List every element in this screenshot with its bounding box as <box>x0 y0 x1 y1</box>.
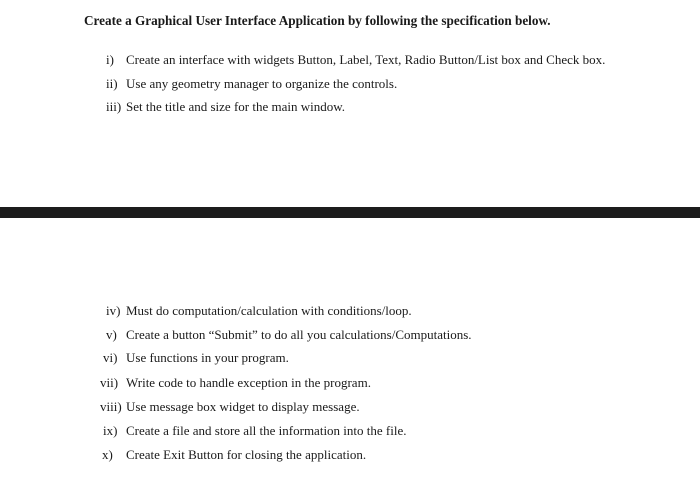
list-item-ii <box>106 76 397 92</box>
list-item-vi <box>103 350 289 366</box>
item-text: Create a file and store all the information into the file. <box>126 423 407 438</box>
item-text: Create an interface with widgets Button, Label, Text, Radio Button/List box and Check box. <box>126 52 606 67</box>
list-item-ix <box>103 423 406 439</box>
list-item-viii <box>100 399 360 415</box>
list-item-iv <box>106 303 412 319</box>
list-item-iii <box>106 99 345 115</box>
item-text: Set the title and size for the main window. <box>126 99 346 114</box>
item-number: iv) <box>106 303 121 318</box>
item-number: viii) <box>100 399 122 414</box>
item-number: vi) <box>103 350 118 365</box>
list-item-vii <box>100 375 371 391</box>
page-title: Create a Graphical User Interface Application by following the specification below. <box>84 13 551 28</box>
list-item-i <box>106 52 605 68</box>
item-text: Use any geometry manager to organize the controls. <box>126 76 398 91</box>
item-number: x) <box>102 447 113 462</box>
list-item-v <box>106 327 472 343</box>
item-text: Use functions in your program. <box>126 350 289 365</box>
page-divider <box>0 207 700 218</box>
item-text: Create Exit Button for closing the application. <box>126 447 367 462</box>
item-number: v) <box>106 327 117 342</box>
item-text: Create a button “Submit” to do all you calculations/Computations. <box>126 327 472 342</box>
item-number: ii) <box>106 76 118 91</box>
item-text: Write code to handle exception in the program. <box>126 375 371 390</box>
item-text: Use message box widget to display message. <box>126 399 360 414</box>
item-number: i) <box>106 52 114 67</box>
list-item-x <box>102 447 366 463</box>
item-number: iii) <box>106 99 122 114</box>
item-text: Must do computation/calculation with conditions/loop. <box>126 303 412 318</box>
item-number: ix) <box>103 423 118 438</box>
item-number: vii) <box>100 375 119 390</box>
